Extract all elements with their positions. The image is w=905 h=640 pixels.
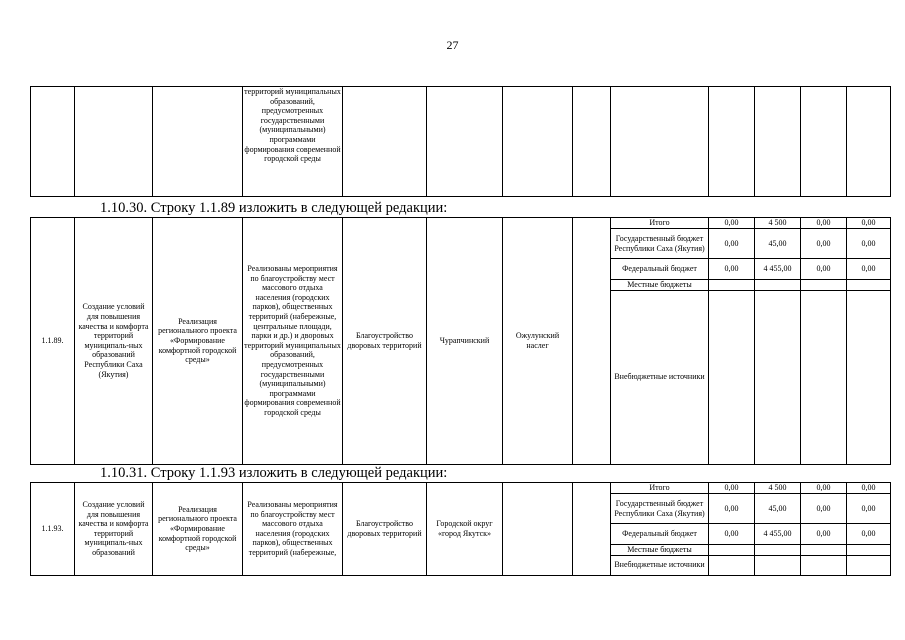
finance-value — [801, 290, 847, 464]
place-cell — [503, 483, 573, 576]
finance-value — [847, 280, 891, 291]
project-cell: Реализация регионального проекта «Формирование комфортной городской среды» — [153, 483, 243, 576]
finance-value — [755, 555, 801, 575]
finance-value: 0,00 — [847, 259, 891, 280]
goal-cell: Создание условий для повышения качества и комфорта территорий муниципаль-ных образований — [75, 483, 153, 576]
finance-value: 0,00 — [709, 218, 755, 229]
finance-value: 0,00 — [801, 259, 847, 280]
finance-value: 4 455,00 — [755, 259, 801, 280]
page-number: 27 — [446, 38, 459, 52]
finance-value: 4 500 — [755, 483, 801, 494]
finance-source: Внебюджетные источники — [611, 290, 709, 464]
finance-value: 0,00 — [801, 218, 847, 229]
object-cell: Благоустройство дворовых территорий — [343, 483, 427, 576]
empty-cell — [847, 87, 891, 197]
object-cell: Благоустройство дворовых территорий — [343, 218, 427, 465]
finance-source: Федеральный бюджет — [611, 524, 709, 545]
row-number: 1.1.89. — [31, 218, 75, 465]
finance-value: 0,00 — [709, 229, 755, 259]
finance-value: 0,00 — [709, 259, 755, 280]
finance-value: 0,00 — [801, 524, 847, 545]
finance-value: 0,00 — [847, 494, 891, 524]
finance-value: 0,00 — [801, 229, 847, 259]
empty-cell — [343, 87, 427, 197]
row-number: 1.1.93. — [31, 483, 75, 576]
section-heading-2: 1.10.31. Строку 1.1.93 изложить в следующей редакции: — [100, 465, 448, 481]
finance-value — [847, 555, 891, 575]
finance-value: 0,00 — [847, 229, 891, 259]
empty-cell — [611, 87, 709, 197]
finance-value: 0,00 — [847, 483, 891, 494]
finance-value — [801, 280, 847, 291]
empty-cell — [755, 87, 801, 197]
finance-value — [709, 290, 755, 464]
empty-cell — [153, 87, 243, 197]
finance-value: 45,00 — [755, 229, 801, 259]
finance-value — [709, 545, 755, 556]
finance-source: Государственный бюджет Республики Саха (Якутия) — [611, 494, 709, 524]
finance-source: Федеральный бюджет — [611, 259, 709, 280]
finance-value: 0,00 — [709, 494, 755, 524]
finance-source: Итого — [611, 483, 709, 494]
finance-value — [755, 290, 801, 464]
measure-cell: Реализованы мероприятия по благоустройству мест массового отдыха населения (городских парков), общественных территорий (набережные, — [243, 483, 343, 576]
finance-value: 0,00 — [709, 483, 755, 494]
finance-source: Местные бюджеты — [611, 280, 709, 291]
district-cell: Городской округ «город Якутск» — [427, 483, 503, 576]
section-heading-1: 1.10.30. Строку 1.1.89 изложить в следующей редакции: — [100, 200, 448, 216]
finance-source: Внебюджетные источники — [611, 555, 709, 575]
finance-value: 0,00 — [801, 483, 847, 494]
place-cell: Ожулунский наслег — [503, 218, 573, 465]
finance-source: Государственный бюджет Республики Саха (Якутия) — [611, 229, 709, 259]
section-2-table — [30, 482, 891, 576]
goal-cell: Создание условий для повышения качества и комфорта территорий муниципаль-ных образований Республики Саха (Якутия) — [75, 218, 153, 465]
empty-cell — [503, 87, 573, 197]
finance-value — [709, 555, 755, 575]
empty-cell — [75, 87, 153, 197]
district-cell: Чурапчинский — [427, 218, 503, 465]
finance-source: Итого — [611, 218, 709, 229]
finance-value — [801, 545, 847, 556]
empty-cell — [31, 87, 75, 197]
section-1-table — [30, 217, 891, 465]
empty-cell — [573, 87, 611, 197]
finance-value: 4 500 — [755, 218, 801, 229]
finance-value — [709, 280, 755, 291]
measure-cell: Реализованы мероприятия по благоустройству мест массового отдыха населения (городских парков), общественных территорий (набережные, центральные площади, парки и др.) и дворовых территорий муниципальных образований, предусмотренных государственными (муниципальными) программами формирования современной городской среды — [243, 218, 343, 465]
empty-cell — [709, 87, 755, 197]
finance-value: 45,00 — [755, 494, 801, 524]
finance-value — [847, 290, 891, 464]
top-fragment-table — [30, 86, 891, 197]
empty-cell — [573, 483, 611, 576]
project-cell: Реализация регионального проекта «Формирование комфортной городской среды» — [153, 218, 243, 465]
measure-fragment: территорий муниципальных образований, предусмотренных государственными (муниципальными) программами формирования современной городской среды — [243, 87, 343, 197]
finance-value — [755, 545, 801, 556]
finance-value: 0,00 — [709, 524, 755, 545]
finance-value — [801, 555, 847, 575]
empty-cell — [427, 87, 503, 197]
empty-cell — [801, 87, 847, 197]
finance-value — [847, 545, 891, 556]
finance-value: 0,00 — [847, 524, 891, 545]
finance-value — [755, 280, 801, 291]
finance-value: 0,00 — [847, 218, 891, 229]
empty-cell — [573, 218, 611, 465]
finance-value: 0,00 — [801, 494, 847, 524]
finance-source: Местные бюджеты — [611, 545, 709, 556]
finance-value: 4 455,00 — [755, 524, 801, 545]
